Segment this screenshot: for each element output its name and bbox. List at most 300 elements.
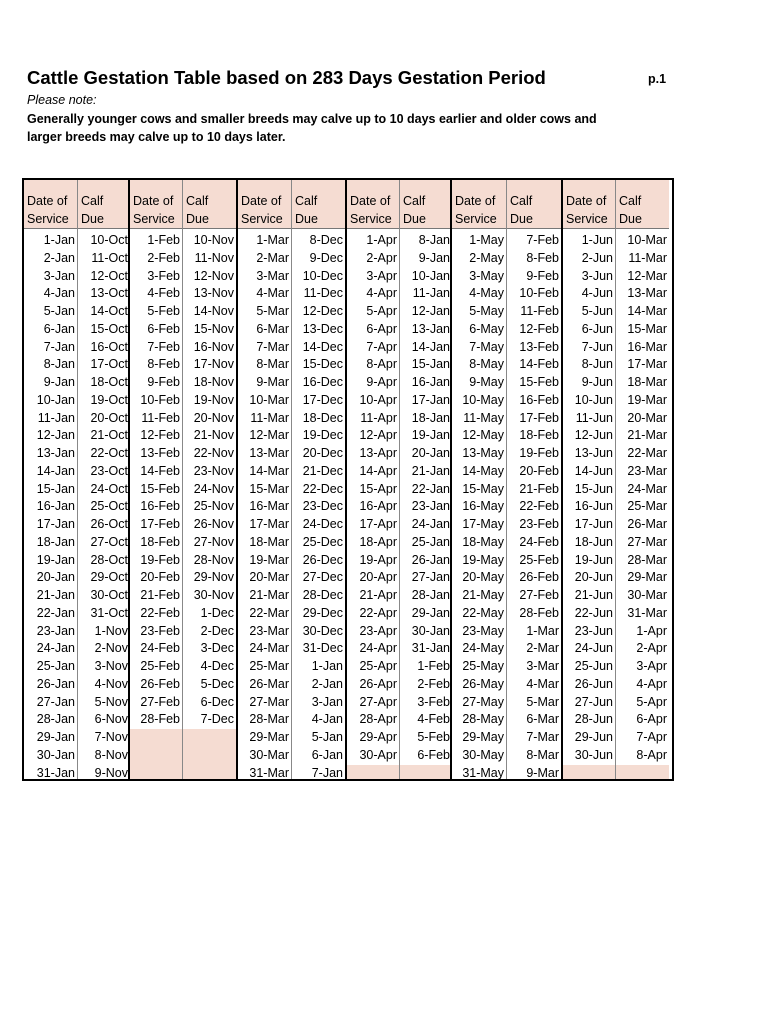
- service-date-cell: 3-Jun: [581, 268, 613, 283]
- calf-due-cell: 26-Feb: [519, 570, 559, 585]
- service-date-cell: 24-Mar: [249, 641, 289, 656]
- calf-due-cell: 29-Jan: [411, 605, 450, 620]
- service-date-cell: 25-Mar: [249, 659, 289, 673]
- service-date-cell: 12-Mar: [249, 428, 289, 443]
- calf-due-cell: 15-Dec: [302, 357, 343, 372]
- service-date-cell: 17-Jun: [574, 517, 613, 531]
- service-date-cell: 22-Apr: [359, 605, 397, 620]
- calf-due-cell: 10-Nov: [193, 233, 234, 247]
- service-date-cell: 16-Feb: [140, 499, 180, 514]
- service-date-cell: 24-Jan: [36, 641, 75, 656]
- calf-due-cell: 5-Feb: [417, 730, 450, 744]
- calf-due-cell: 19-Jan: [411, 428, 450, 443]
- column-header-label: Calf Due: [295, 194, 318, 226]
- calf-due-cell: 23-Oct: [90, 463, 128, 478]
- calf-due-cell: 16-Mar: [627, 339, 667, 354]
- service-date-cell: 28-Feb: [140, 712, 180, 727]
- calf-due-cell: 15-Nov: [193, 321, 234, 336]
- calf-due-cell: 20-Oct: [90, 410, 128, 425]
- calf-due-cell: 31-Dec: [302, 641, 343, 656]
- service-date-cell: 28-Jan: [36, 712, 75, 727]
- service-date-cell: 20-Jan: [36, 570, 75, 585]
- calf-due-cell: 16-Oct: [90, 339, 128, 354]
- service-date-column: [24, 180, 78, 779]
- service-date-cell: 24-Jun: [574, 641, 613, 656]
- calf-due-cell: 17-Feb: [519, 410, 559, 425]
- service-date-cell: 16-Apr: [359, 499, 397, 514]
- service-date-cell: 5-May: [469, 304, 504, 318]
- calf-due-cell: 18-Nov: [193, 375, 234, 389]
- calf-due-cell: 17-Dec: [302, 392, 343, 407]
- service-date-cell: 4-Jun: [581, 286, 613, 301]
- calf-due-cell: 24-Mar: [627, 481, 667, 496]
- service-date-column: [238, 180, 292, 779]
- calf-due-cell: 9-Jan: [418, 250, 450, 265]
- service-date-cell: 9-Jan: [43, 375, 75, 389]
- calf-due-cell: 25-Mar: [627, 499, 667, 514]
- calf-due-cell: 14-Feb: [519, 357, 559, 372]
- calf-due-cell: 23-Mar: [627, 463, 667, 478]
- service-date-cell: 9-May: [469, 375, 504, 389]
- service-date-cell: 30-Apr: [359, 747, 397, 762]
- service-date-cell: 28-Mar: [249, 712, 289, 727]
- calf-due-column: [616, 180, 669, 779]
- service-date-cell: 22-Jun: [574, 605, 613, 620]
- calf-due-cell: 19-Oct: [90, 392, 128, 407]
- calf-due-cell: 4-Apr: [636, 676, 667, 691]
- service-date-cell: 6-Apr: [366, 321, 397, 336]
- calf-due-cell: 3-Feb: [417, 694, 450, 709]
- service-date-cell: 4-Mar: [256, 286, 289, 301]
- column-header-label: Calf Due: [619, 194, 642, 226]
- page-number: p.1: [648, 72, 667, 86]
- empty-filler: [183, 729, 236, 779]
- service-date-cell: 6-Jan: [43, 321, 75, 336]
- calf-due-cell: 19-Nov: [193, 392, 234, 407]
- calf-due-cell: 20-Jan: [411, 446, 450, 460]
- note-label: Please note:: [27, 93, 97, 107]
- service-date-cell: 22-Feb: [140, 605, 180, 620]
- calf-due-cell: 29-Nov: [193, 570, 234, 585]
- service-date-cell: 25-Feb: [140, 659, 180, 673]
- calf-due-cell: 24-Dec: [302, 517, 343, 531]
- calf-due-cell: 8-Mar: [526, 747, 559, 762]
- calf-due-cell: 22-Mar: [627, 446, 667, 460]
- service-date-column: [347, 180, 400, 779]
- service-date-cell: 21-Apr: [359, 588, 397, 602]
- calf-due-cell: 12-Dec: [302, 304, 343, 318]
- service-date-cell: 14-Jun: [574, 463, 613, 478]
- service-date-cell: 10-Mar: [249, 392, 289, 407]
- calf-due-cell: 2-Jan: [311, 676, 343, 691]
- calf-due-cell: 4-Jan: [311, 712, 343, 727]
- calf-due-cell: 28-Nov: [193, 552, 234, 567]
- service-date-cell: 1-Mar: [256, 233, 289, 247]
- service-date-cell: 4-Feb: [147, 286, 180, 301]
- calf-due-cell: 6-Feb: [417, 747, 450, 762]
- due-column-header: [507, 180, 561, 229]
- calf-due-cell: 15-Jan: [411, 357, 450, 372]
- column-header-label: Date of Service: [241, 194, 283, 226]
- calf-due-cell: 11-Dec: [303, 286, 343, 301]
- service-date-cell: 14-Feb: [140, 463, 180, 478]
- calf-due-cell: 7-Apr: [636, 730, 667, 744]
- service-date-cell: 23-Jan: [36, 623, 75, 638]
- calf-due-cell: 8-Jan: [418, 233, 450, 247]
- calf-due-cell: 11-Jan: [412, 286, 450, 301]
- service-date-cell: 10-Jan: [36, 392, 75, 407]
- calf-due-cell: 2-Apr: [636, 641, 667, 656]
- calf-due-cell: 28-Jan: [411, 588, 450, 602]
- calf-due-cell: 6-Nov: [94, 712, 128, 727]
- calf-due-cell: 25-Oct: [90, 499, 128, 514]
- calf-due-cell: 10-Mar: [627, 233, 667, 247]
- due-column-header: [78, 180, 130, 229]
- service-date-cell: 16-Jun: [574, 499, 613, 514]
- calf-due-cell: 10-Feb: [519, 286, 559, 301]
- calf-due-cell: 21-Mar: [627, 428, 667, 443]
- calf-due-cell: 25-Feb: [519, 552, 559, 567]
- service-date-cell: 1-Apr: [366, 233, 397, 247]
- calf-due-cell: 27-Mar: [627, 534, 667, 549]
- calf-due-cell: 5-Nov: [94, 694, 128, 709]
- service-date-cell: 18-May: [462, 534, 504, 549]
- service-date-cell: 25-Jun: [574, 659, 613, 673]
- service-date-cell: 18-Jun: [574, 534, 613, 549]
- calf-due-cell: 13-Mar: [627, 286, 667, 301]
- calf-due-cell: 30-Mar: [627, 588, 667, 602]
- calf-due-cell: 3-Dec: [200, 641, 234, 656]
- calf-due-cell: 30-Oct: [90, 588, 128, 602]
- calf-due-cell: 7-Feb: [526, 233, 559, 247]
- calf-due-cell: 16-Nov: [193, 339, 234, 354]
- calf-due-cell: 8-Feb: [526, 250, 559, 265]
- service-date-cell: 23-Feb: [140, 623, 180, 638]
- calf-due-cell: 9-Feb: [526, 268, 559, 283]
- service-date-cell: 23-Apr: [359, 623, 397, 638]
- column-header-label: Date of Service: [455, 194, 497, 226]
- calf-due-cell: 22-Jan: [411, 481, 450, 496]
- service-date-cell: 21-May: [462, 588, 504, 602]
- service-date-cell: 22-May: [462, 605, 504, 620]
- calf-due-cell: 12-Oct: [90, 268, 128, 283]
- service-date-cell: 28-Jun: [574, 712, 613, 727]
- calf-due-cell: 17-Nov: [193, 357, 234, 372]
- calf-due-cell: 5-Mar: [526, 694, 559, 709]
- note-text: Generally younger cows and smaller breeds may calve up to 10 days earlier and older cows and larger breeds may calve up to 10 days later.: [27, 112, 597, 144]
- service-date-cell: 17-Jan: [36, 517, 75, 531]
- calf-due-cell: 9-Dec: [309, 250, 343, 265]
- service-column-header: [563, 180, 615, 229]
- calf-due-cell: 20-Mar: [627, 410, 667, 425]
- service-date-cell: 3-Mar: [256, 268, 289, 283]
- service-date-cell: 4-May: [469, 286, 504, 301]
- calf-due-cell: 25-Nov: [193, 499, 234, 514]
- calf-due-cell: 23-Nov: [193, 463, 234, 478]
- calf-due-cell: 27-Dec: [302, 570, 343, 585]
- calf-due-cell: 26-Nov: [193, 517, 234, 531]
- service-date-cell: 27-Feb: [140, 694, 180, 709]
- calf-due-cell: 15-Oct: [90, 321, 128, 336]
- service-date-cell: 1-Feb: [147, 233, 180, 247]
- calf-due-cell: 8-Nov: [94, 747, 128, 762]
- calf-due-cell: 22-Dec: [302, 481, 343, 496]
- calf-due-cell: 1-Dec: [200, 605, 234, 620]
- service-date-cell: 3-Feb: [147, 268, 180, 283]
- service-date-cell: 9-Apr: [366, 375, 397, 389]
- service-date-cell: 29-May: [462, 730, 504, 744]
- service-date-cell: 24-Feb: [140, 641, 180, 656]
- calf-due-cell: 29-Dec: [302, 605, 343, 620]
- calf-due-cell: 9-Nov: [94, 765, 128, 780]
- column-header-label: Date of Service: [566, 194, 608, 226]
- service-date-cell: 8-Jan: [43, 357, 75, 372]
- service-column-header: [130, 180, 182, 229]
- service-date-cell: 14-Jan: [36, 463, 75, 478]
- calf-due-cell: 7-Jan: [311, 765, 343, 780]
- service-date-cell: 19-Mar: [249, 552, 289, 567]
- service-date-cell: 7-Jun: [581, 339, 613, 354]
- calf-due-cell: 24-Feb: [519, 534, 559, 549]
- service-date-cell: 8-Mar: [256, 357, 289, 372]
- service-date-cell: 30-May: [462, 747, 504, 762]
- calf-due-cell: 1-Jan: [311, 659, 343, 673]
- calf-due-cell: 12-Nov: [193, 268, 234, 283]
- calf-due-cell: 18-Jan: [411, 410, 450, 425]
- service-date-cell: 7-May: [469, 339, 504, 354]
- service-date-cell: 18-Feb: [140, 534, 180, 549]
- calf-due-cell: 30-Nov: [193, 588, 234, 602]
- calf-due-cell: 2-Nov: [94, 641, 128, 656]
- column-header-label: Calf Due: [403, 194, 426, 226]
- calf-due-cell: 26-Oct: [90, 517, 128, 531]
- service-date-cell: 31-Jan: [36, 765, 75, 780]
- calf-due-cell: 17-Oct: [90, 357, 128, 372]
- empty-filler: [563, 765, 615, 779]
- service-date-cell: 11-Apr: [360, 410, 397, 425]
- calf-due-cell: 10-Oct: [90, 233, 128, 247]
- calf-due-cell: 4-Nov: [94, 676, 128, 691]
- calf-due-cell: 26-Jan: [411, 552, 450, 567]
- service-date-cell: 14-Apr: [359, 463, 397, 478]
- service-date-cell: 15-Mar: [249, 481, 289, 496]
- service-date-cell: 13-Feb: [140, 446, 180, 460]
- calf-due-cell: 4-Feb: [417, 712, 450, 727]
- calf-due-cell: 2-Dec: [200, 623, 234, 638]
- service-column-header: [347, 180, 399, 229]
- calf-due-column: [292, 180, 345, 779]
- service-date-cell: 29-Apr: [359, 730, 397, 744]
- calf-due-cell: 7-Nov: [94, 730, 128, 744]
- calf-due-cell: 19-Feb: [519, 446, 559, 460]
- service-date-cell: 5-Jan: [43, 304, 75, 318]
- service-date-cell: 15-Feb: [140, 481, 180, 496]
- service-date-cell: 23-Jun: [574, 623, 613, 638]
- service-date-cell: 26-Mar: [249, 676, 289, 691]
- calf-due-cell: 7-Mar: [526, 730, 559, 744]
- service-date-cell: 12-May: [462, 428, 504, 443]
- calf-due-cell: 11-Oct: [91, 250, 128, 265]
- calf-due-column: [400, 180, 452, 779]
- service-date-cell: 15-Jun: [574, 481, 613, 496]
- service-date-cell: 7-Apr: [366, 339, 397, 354]
- service-date-cell: 14-May: [462, 463, 504, 478]
- service-date-cell: 20-Mar: [249, 570, 289, 585]
- service-date-cell: 11-Jan: [37, 410, 75, 425]
- service-date-cell: 23-May: [462, 623, 504, 638]
- service-date-cell: 26-Jan: [36, 676, 75, 691]
- calf-due-cell: 18-Oct: [90, 375, 128, 389]
- service-date-cell: 15-May: [462, 481, 504, 496]
- service-date-cell: 31-May: [462, 765, 504, 780]
- service-date-cell: 7-Feb: [147, 339, 180, 354]
- calf-due-cell: 20-Feb: [519, 463, 559, 478]
- empty-filler: [400, 765, 452, 779]
- service-date-column: [563, 180, 616, 779]
- service-date-cell: 8-Feb: [147, 357, 180, 372]
- service-date-cell: 26-Apr: [359, 676, 397, 691]
- calf-due-cell: 11-Nov: [194, 250, 234, 265]
- service-date-cell: 20-Feb: [140, 570, 180, 585]
- calf-due-cell: 10-Dec: [302, 268, 343, 283]
- calf-due-cell: 27-Oct: [90, 534, 128, 549]
- service-date-cell: 17-May: [462, 517, 504, 531]
- calf-due-cell: 17-Jan: [411, 392, 450, 407]
- service-date-cell: 10-Apr: [359, 392, 397, 407]
- calf-due-cell: 26-Dec: [302, 552, 343, 567]
- due-column-header: [183, 180, 236, 229]
- calf-due-cell: 27-Feb: [519, 588, 559, 602]
- column-header-label: Calf Due: [510, 194, 533, 226]
- service-date-cell: 24-Apr: [359, 641, 397, 656]
- calf-due-cell: 14-Jan: [411, 339, 450, 354]
- service-date-cell: 6-Mar: [256, 321, 289, 336]
- service-date-cell: 11-May: [463, 410, 504, 425]
- calf-due-cell: 6-Dec: [200, 694, 234, 709]
- service-date-cell: 29-Jan: [36, 730, 75, 744]
- service-date-cell: 25-May: [462, 659, 504, 673]
- service-date-cell: 8-Apr: [366, 357, 397, 372]
- service-column-header: [452, 180, 506, 229]
- calf-due-cell: 18-Mar: [627, 375, 667, 389]
- service-column-header: [24, 180, 77, 229]
- calf-due-cell: 13-Dec: [302, 321, 343, 336]
- due-column-header: [400, 180, 452, 229]
- service-date-cell: 6-May: [469, 321, 504, 336]
- calf-due-cell: 21-Feb: [519, 481, 559, 496]
- service-date-cell: 16-May: [462, 499, 504, 514]
- calf-due-cell: 21-Dec: [302, 463, 343, 478]
- service-date-cell: 13-May: [462, 446, 504, 460]
- service-date-cell: 13-Jun: [574, 446, 613, 460]
- calf-due-cell: 16-Feb: [519, 392, 559, 407]
- service-date-cell: 3-May: [469, 268, 504, 283]
- service-date-cell: 17-Apr: [359, 517, 397, 531]
- calf-due-cell: 14-Dec: [302, 339, 343, 354]
- service-date-cell: 1-Jun: [581, 233, 613, 247]
- service-date-cell: 12-Feb: [140, 428, 180, 443]
- calf-due-cell: 9-Mar: [526, 765, 559, 780]
- calf-due-cell: 24-Oct: [90, 481, 128, 496]
- calf-due-cell: 16-Jan: [411, 375, 450, 389]
- calf-due-cell: 28-Dec: [302, 588, 343, 602]
- column-header-label: Calf Due: [186, 194, 209, 226]
- service-date-cell: 4-Apr: [366, 286, 397, 301]
- service-date-cell: 21-Feb: [140, 588, 180, 602]
- service-date-cell: 22-Jan: [36, 605, 75, 620]
- service-date-cell: 2-May: [469, 250, 504, 265]
- calf-due-cell: 27-Jan: [411, 570, 450, 585]
- service-date-cell: 10-May: [462, 392, 504, 407]
- service-date-cell: 17-Mar: [249, 517, 289, 531]
- column-header-label: Date of Service: [133, 194, 175, 226]
- calf-due-cell: 16-Dec: [302, 375, 343, 389]
- calf-due-cell: 13-Jan: [411, 321, 450, 336]
- calf-due-cell: 8-Apr: [636, 747, 667, 762]
- service-date-cell: 12-Jan: [36, 428, 75, 443]
- calf-due-cell: 23-Jan: [411, 499, 450, 514]
- service-date-cell: 15-Apr: [359, 481, 397, 496]
- service-date-cell: 16-Mar: [249, 499, 289, 514]
- calf-due-cell: 1-Apr: [636, 623, 667, 638]
- service-date-cell: 9-Jun: [581, 375, 613, 389]
- calf-due-cell: 2-Feb: [417, 676, 450, 691]
- service-date-cell: 21-Jun: [574, 588, 613, 602]
- service-date-column: [130, 180, 183, 779]
- calf-due-cell: 31-Mar: [627, 605, 667, 620]
- calf-due-cell: 30-Jan: [411, 623, 450, 638]
- service-column-header: [238, 180, 291, 229]
- calf-due-cell: 3-Apr: [636, 659, 667, 673]
- service-date-cell: 2-Mar: [256, 250, 289, 265]
- calf-due-cell: 11-Mar: [628, 250, 667, 265]
- calf-due-cell: 20-Nov: [193, 410, 234, 425]
- calf-due-cell: 26-Mar: [627, 517, 667, 531]
- service-date-cell: 19-Jun: [574, 552, 613, 567]
- calf-due-cell: 31-Jan: [411, 641, 450, 656]
- service-date-cell: 6-Jun: [581, 321, 613, 336]
- calf-due-cell: 7-Dec: [200, 712, 234, 727]
- calf-due-cell: 3-Mar: [526, 659, 559, 673]
- calf-due-column: [183, 180, 236, 779]
- service-date-cell: 1-Jan: [43, 233, 75, 247]
- service-date-cell: 12-Jun: [574, 428, 613, 443]
- service-date-cell: 26-May: [462, 676, 504, 691]
- calf-due-cell: 21-Jan: [411, 463, 450, 478]
- due-column-header: [616, 180, 669, 229]
- service-date-cell: 27-Jan: [36, 694, 75, 709]
- service-date-cell: 2-Apr: [366, 250, 397, 265]
- calf-due-cell: 18-Feb: [519, 428, 559, 443]
- service-date-cell: 11-Jun: [575, 410, 613, 425]
- calf-due-cell: 5-Jan: [311, 730, 343, 744]
- calf-due-cell: 23-Dec: [302, 499, 343, 514]
- service-date-cell: 2-Jan: [43, 250, 75, 265]
- calf-due-cell: 6-Jan: [311, 747, 343, 762]
- calf-due-cell: 14-Oct: [90, 304, 128, 318]
- calf-due-cell: 29-Mar: [627, 570, 667, 585]
- service-date-cell: 9-Feb: [147, 375, 180, 389]
- service-date-cell: 26-Feb: [140, 676, 180, 691]
- service-date-cell: 2-Feb: [147, 250, 180, 265]
- service-date-cell: 14-Mar: [249, 463, 289, 478]
- service-date-cell: 25-Apr: [359, 659, 397, 673]
- service-date-cell: 11-Feb: [141, 410, 180, 425]
- calf-due-cell: 28-Oct: [90, 552, 128, 567]
- calf-due-cell: 28-Feb: [519, 605, 559, 620]
- service-date-cell: 22-Mar: [249, 605, 289, 620]
- calf-due-cell: 20-Dec: [302, 446, 343, 460]
